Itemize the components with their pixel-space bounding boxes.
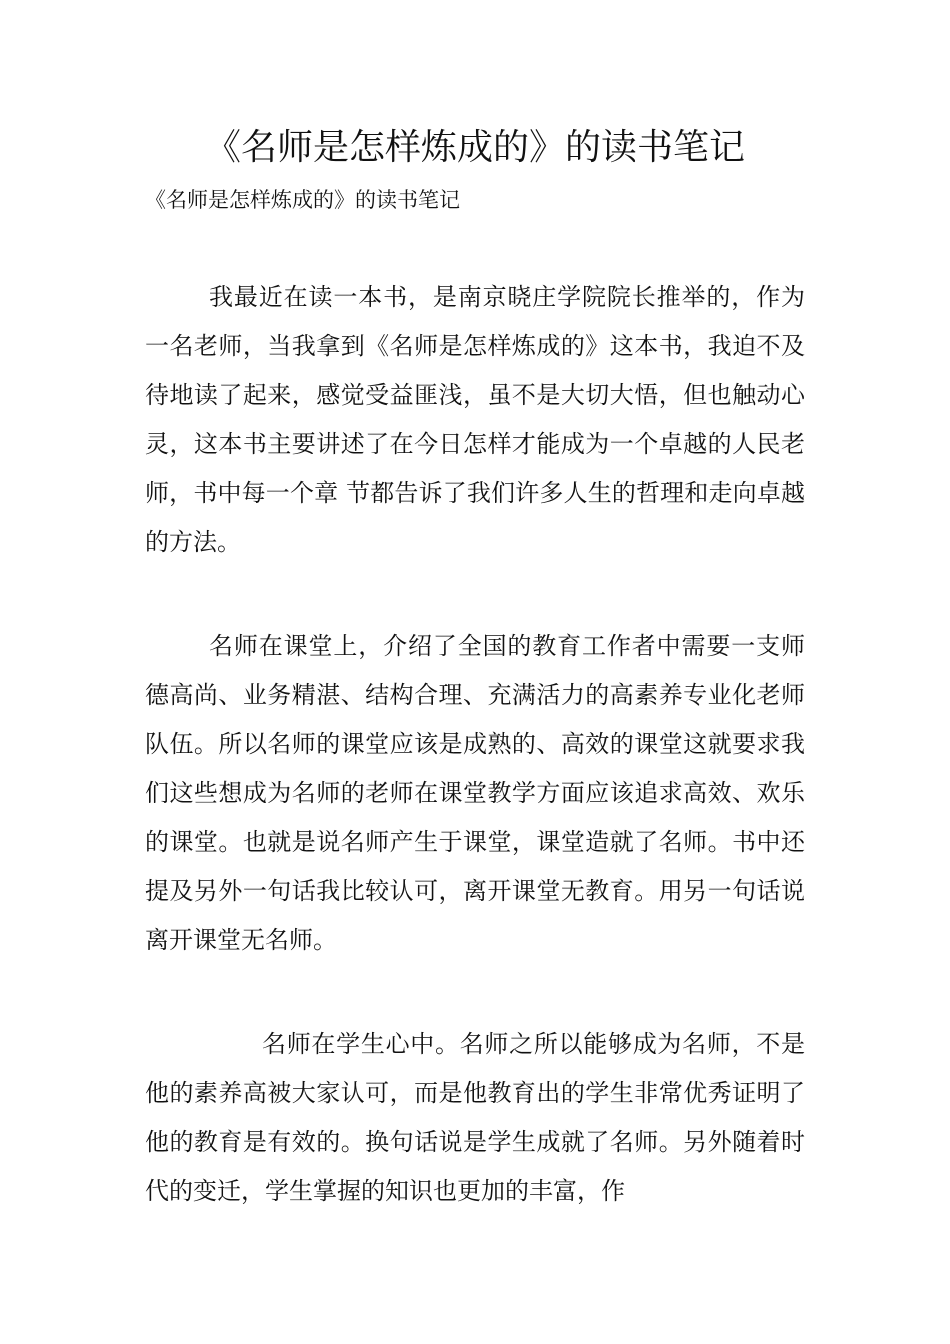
paragraph-2: 名师在课堂上，介绍了全国的教育工作者中需要一支师德高尚、业务精湛、结构合理、充满活力的高素养专业化老师队伍。所以名师的课堂应该是成熟的、高效的课堂这就要求我们这些想成为名师的老师在课堂教学方面应该追求高效、欢乐的课堂。也就是说名师产生于课堂，课堂造就了名师。书中还提及另外一句话我比较认可，离开课堂无教育。用另一句话说离开课堂无名师。 xyxy=(145,632,805,954)
page-title: 《名师是怎样炼成的》的读书笔记 xyxy=(204,127,745,168)
paragraph-1: 我最近在读一本书，是南京晓庄学院院长推举的，作为一名老师，当我拿到《名师是怎样炼成的》这本书，我迫不及待地读了起来，感觉受益匪浅，虽不是大切大悟，但也触动心灵，这本书主要讲述了在今日怎样才能成为一个卓越的人民老师，书中每一个章 节都告诉了我们许多人生的哲理和走向卓越的方法。 xyxy=(145,283,805,556)
paragraph-3: 名师在学生心中。名师之所以能够成为名师，不是他的素养高被大家认可，而是他教育出的学生非常优秀证明了他的教育是有效的。换句话说是学生成就了名师。另外随着时代的变迁，学生掌握的知识也更加的丰富，作 xyxy=(145,1030,805,1205)
page-subtitle: 《名师是怎样炼成的》的读书笔记 xyxy=(145,188,460,212)
